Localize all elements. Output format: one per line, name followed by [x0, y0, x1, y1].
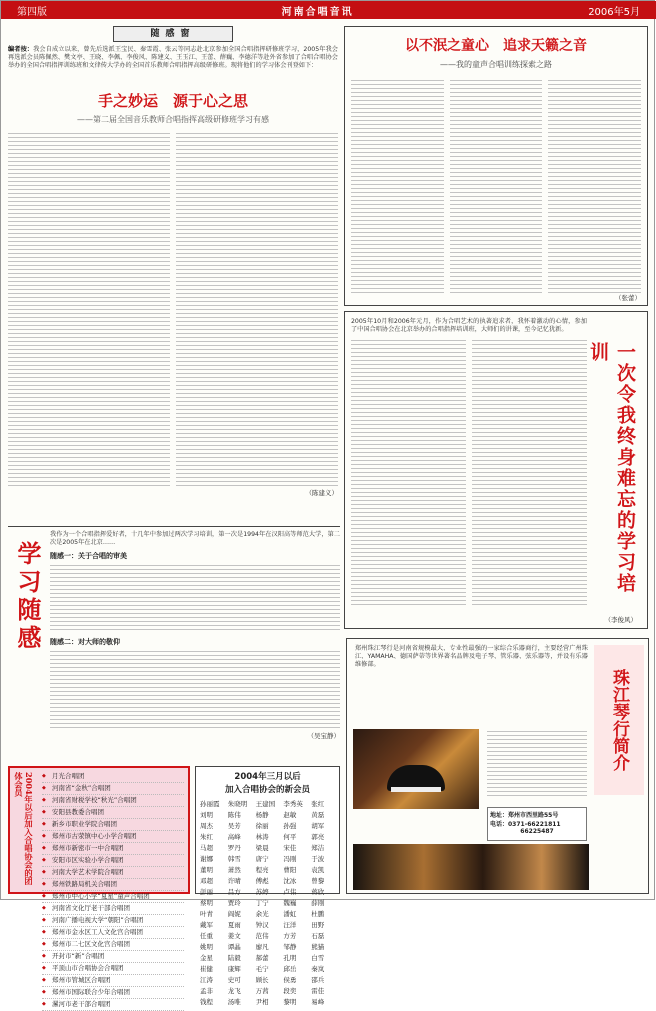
study-reflections-box [8, 526, 340, 758]
main-article-author: （陈建义） [305, 489, 338, 497]
member-name: 唐宁 [255, 855, 269, 863]
right-article-author: （张蕾） [615, 294, 641, 302]
member-name: 陆毅 [227, 954, 241, 962]
member-name: 董明 [200, 866, 213, 874]
study-reflections-label: 学习随感 [13, 541, 42, 653]
member-name: 卢伟 [283, 888, 297, 896]
group-list-item: ◆ 郑州市国际联合少年合唱团 [42, 987, 184, 999]
member-name: 彭丽 [200, 888, 213, 896]
member-name: 谭晶 [227, 943, 241, 951]
piano-shop-phone: 电话：0371-66221811 [490, 821, 561, 828]
member-name: 邓超 [200, 877, 213, 885]
member-name: 曾黎 [311, 877, 325, 885]
member-name: 姜文 [227, 932, 241, 940]
member-name: 石磊 [311, 932, 325, 940]
piano-showroom-photo [353, 729, 479, 809]
group-list-item: ◆ 郑州铁路局机关合唱团 [42, 879, 184, 891]
group-list-item: ◆ 郑州市管城区合唱团 [42, 975, 184, 987]
group-list-item: ◆ 河南省文化厅老干部合唱团 [42, 903, 184, 915]
member-name: 汤唯 [227, 998, 241, 1006]
member-name: 孙丽霞 [200, 800, 220, 808]
right-article-column-1 [351, 78, 444, 293]
member-name: 郭亮 [311, 833, 325, 841]
member-name: 蒋欣 [311, 888, 325, 896]
right-article-title: 以不泯之童心 追求天籁之音 [405, 38, 587, 54]
member-name: 秦岚 [311, 965, 325, 973]
member-name: 江涛 [200, 976, 213, 984]
right-article-body [351, 78, 641, 293]
right-article-box [344, 26, 648, 306]
group-list-item: ◆ 安阳市区实验小学合唱团 [42, 855, 184, 867]
right-article-subtitle: ——我的童声合唱训练探索之路 [440, 60, 552, 69]
group-list-item: ◆ 安阳县教委合唱团 [42, 807, 184, 819]
member-name: 何平 [283, 833, 297, 841]
member-name: 尹相 [255, 998, 269, 1006]
member-name: 袁凯 [311, 866, 325, 874]
member-name: 吴芳 [227, 822, 241, 830]
member-name: 崔健 [200, 965, 213, 973]
group-list-item: ◆ 郑州市金水区工人文化宫合唱团 [42, 927, 184, 939]
members-grid [200, 799, 335, 1006]
reflection-window-section [8, 26, 338, 521]
issue-date: 2006年5月 [588, 6, 640, 18]
main-article-body [8, 131, 338, 486]
group-list-item: ◆ 平顶山市合唱协会合唱团 [42, 963, 184, 975]
group-members-title: 2004年以后加入合唱协会的团体会员 [14, 772, 34, 885]
piano-shop-address: 地址：郑州市西里路55号 [490, 812, 559, 819]
member-name: 范伟 [255, 932, 269, 940]
new-members-title-line2: 加入合唱协会的新会员 [224, 785, 310, 795]
editor-note-label: 编者按： [8, 46, 34, 53]
member-name: 于波 [311, 855, 325, 863]
member-name: 胡军 [311, 822, 325, 830]
article-column-2 [176, 131, 338, 486]
main-article-subtitle: ——第二届全国音乐教师合唱指挥高级研修班学习有感 [77, 115, 269, 124]
piano-shop-text: 郑州珠江琴行是河南省规模最大、专业性最强的一家综合乐器商行，主要经营广州珠江、YAMAHA、德国萨蒂等世界著名品牌及电子琴、管乐器、弦乐器等，并设有乐器维修部。 [355, 645, 588, 668]
group-list-item: ◆ 郑州市古荥镇中心小学合唱团 [42, 831, 184, 843]
member-name: 蔡明 [200, 899, 213, 907]
study-point-1-text [50, 563, 340, 633]
member-name: 程亮 [255, 866, 269, 874]
training-article-intro: 2005年10月和2006年元月，作为合唱艺术的执著追求者，我怀着激动的心情，参加了中国合唱协会在北京举办的合唱指挥培训班，大师们的讲课，至今记忆犹新。 [351, 318, 587, 333]
member-name: 徐丽 [255, 822, 269, 830]
group-list-item: ◆ 河南大学艺术学院合唱团 [42, 867, 184, 879]
member-name: 杨静 [255, 811, 269, 819]
article-column-1 [8, 131, 170, 486]
study-point-1: 随感一：关于合唱的审美 [50, 552, 127, 560]
member-name: 朱晓明 [227, 800, 248, 808]
training-column-1 [351, 338, 466, 608]
right-article-column-3 [548, 78, 641, 293]
study-point-2: 随感二：对大师的敬仰 [50, 638, 120, 646]
editor-note-text: 我会自成立以来，曾先后选派王宝民、秦雪霞、张云等同志赴北京参加全国合唱指挥研修班学习，2005年我会再选派会员陈佩然、樊文亭、王晓、李佩、李俊风、陈建义、王玉江、王蕾、薛巍、李德洋等赴外省参加了合唱合唱协会举办的全国合唱指挥训练班和文律传大学办的全国首乐教师合唱指挥高级研修班。现将他们的学习体会刊登如下： [8, 46, 338, 69]
member-name: 万茜 [255, 987, 269, 995]
member-name: 薛刚 [311, 899, 325, 907]
member-name: 叶青 [200, 910, 213, 918]
member-name: 余光 [255, 910, 269, 918]
piano-keyboard-shape [391, 787, 441, 792]
right-article-column-2 [450, 78, 543, 293]
member-name: 张红 [311, 800, 325, 808]
page-label: 第四版 [17, 6, 47, 18]
group-list-item: ◆ 郑州市新密市一中合唱团 [42, 843, 184, 855]
member-name: 许晴 [227, 877, 241, 885]
training-article-author: （李俊风） [604, 616, 637, 624]
member-name: 沈冰 [283, 877, 297, 885]
member-name: 宋佳 [283, 844, 297, 852]
group-list-item: ◆ 河南省财税学校“秋光”合唱团 [42, 795, 184, 807]
paper-name: 河南合唱音讯 [281, 6, 354, 18]
group-list-item: ◆ 新乡市职业学院合唱团 [42, 819, 184, 831]
member-name: 高峰 [227, 833, 241, 841]
member-name: 戴军 [200, 921, 213, 929]
piano-shop-banner: 珠江琴行简介 [594, 645, 644, 795]
member-name: 康辉 [227, 965, 241, 973]
member-name: 金星 [200, 954, 213, 962]
member-name: 吕方 [227, 888, 241, 896]
member-name: 廖凡 [255, 943, 269, 951]
member-name: 韩雪 [227, 855, 241, 863]
member-name: 田野 [311, 921, 325, 929]
member-name: 冯刚 [283, 855, 297, 863]
member-name: 郑洁 [311, 844, 325, 852]
group-list-item: ◆ 河南广播电视大学“朝阳”合唱团 [42, 915, 184, 927]
member-name: 侯勇 [283, 976, 297, 984]
group-list-item: ◆ 开封市“新”合唱团 [42, 951, 184, 963]
piano-shop-photo-strip [353, 844, 589, 890]
member-name: 苏婷 [255, 888, 269, 896]
member-name: 阎妮 [227, 910, 241, 918]
member-name: 赵敏 [283, 811, 297, 819]
member-name: 熊猫 [311, 943, 325, 951]
member-name: 梁晨 [255, 844, 269, 852]
member-name: 郝蕾 [255, 954, 269, 962]
group-members-box [8, 766, 190, 1008]
member-name: 刘明 [200, 811, 213, 819]
new-members-box [195, 766, 340, 1006]
member-name: 李秀英 [283, 800, 303, 808]
piano-shop-text-continued [487, 729, 587, 799]
member-name: 杜鹏 [311, 910, 325, 918]
member-name: 谢娜 [200, 855, 213, 863]
member-name: 曹阳 [283, 866, 297, 874]
member-name: 方芳 [283, 932, 297, 940]
member-name: 钟汉 [255, 921, 269, 929]
member-name: 陈伟 [227, 811, 241, 819]
group-list [42, 771, 184, 1008]
member-name: 孙强 [283, 822, 297, 830]
member-name: 史可 [227, 976, 241, 984]
member-name: 贾玲 [227, 899, 241, 907]
training-column-2 [472, 338, 587, 608]
member-name: 萧然 [227, 866, 241, 874]
member-name: 傅彪 [255, 877, 269, 885]
member-name: 邵兵 [311, 976, 325, 984]
main-article-title: 手之妙运 源于心之思 [97, 92, 248, 110]
member-name: 任重 [200, 932, 213, 940]
member-name: 魏巍 [283, 899, 297, 907]
member-name: 姚明 [200, 943, 213, 951]
member-name: 邱岳 [283, 965, 297, 973]
member-name: 黄磊 [311, 811, 325, 819]
piano-shop-box [346, 638, 649, 894]
study-reflections-author: （吴宝静） [307, 732, 340, 740]
member-name: 白雪 [311, 954, 325, 962]
study-reflections-intro: 我作为一个合唱指挥爱好者，十几年中参加过两次学习培训，第一次是1994年在汉阳高等师范大学，第二次是2005年在北京…… [50, 531, 340, 546]
piano-shop-phone-2: 66225487 [520, 828, 554, 835]
piano-shop-address-box [487, 807, 587, 841]
member-name: 汪洋 [283, 921, 297, 929]
training-article-box [344, 311, 648, 629]
study-point-2-text [50, 649, 340, 729]
member-name: 顾长 [255, 976, 269, 984]
member-name: 龙飞 [227, 987, 241, 995]
member-name: 孟非 [200, 987, 213, 995]
member-name: 罗丹 [227, 844, 241, 852]
lifetime-training-banner: 一次令我终身难忘的学习培训 [587, 342, 636, 594]
member-name: 朱红 [200, 833, 213, 841]
new-members-title-line1: 2004年三月以后 [234, 772, 301, 782]
member-name: 雷佳 [311, 987, 325, 995]
group-list-item: ◆ 河南省“金秋”合唱团 [42, 783, 184, 795]
member-name: 钱程 [200, 998, 213, 1006]
member-name: 邹静 [283, 943, 297, 951]
member-name: 毛宁 [255, 965, 269, 973]
masthead [1, 1, 656, 19]
study-reflections-content [50, 531, 340, 753]
group-list-item: ◆ 郑州市二七区文化宫合唱团 [42, 939, 184, 951]
group-list-item: ◆ 漯河市老干部合唱团 [42, 999, 184, 1011]
member-name: 潘虹 [283, 910, 297, 918]
member-name: 王建国 [255, 800, 276, 808]
training-article-body [351, 338, 587, 608]
member-name: 丁宁 [255, 899, 269, 907]
member-name: 林涛 [255, 833, 269, 841]
member-name: 马超 [200, 844, 213, 852]
editor-note [8, 46, 338, 86]
member-name: 周杰 [200, 822, 213, 830]
group-list-item: ◆ 月光合唱团 [42, 771, 184, 783]
member-name: 黎明 [283, 998, 297, 1006]
group-list-item: ◆ 郑州市中心小学“夏星”童声合唱团 [42, 891, 184, 903]
member-name: 易峰 [311, 998, 325, 1006]
member-name: 夏雨 [227, 921, 241, 929]
member-name: 段奕 [283, 987, 297, 995]
column-header: 随感窗 [113, 26, 233, 42]
member-name: 孔明 [283, 954, 297, 962]
